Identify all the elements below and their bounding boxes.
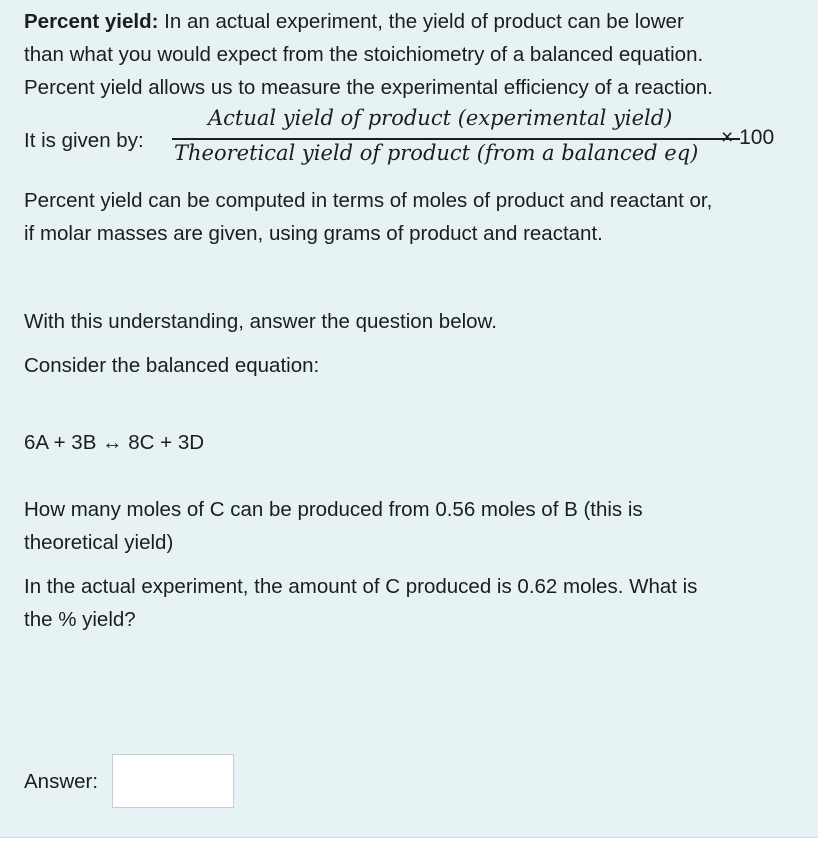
note-line-1: Percent yield can be computed in terms of moles of product and reactant or,: [24, 189, 713, 212]
formula-multiplier: × 100: [721, 126, 775, 149]
intro-line-1: [24, 5, 684, 38]
formula-numerator: Actual yield of product (experimental yield): [208, 106, 673, 130]
intro-line-2: than what you would expect from the stoichiometry of a balanced equation.: [24, 43, 704, 66]
answer-input[interactable]: [112, 754, 234, 808]
question-2-line-1: In the actual experiment, the amount of C produced is 0.62 moles. What is: [24, 575, 698, 598]
formula-label: It is given by:: [24, 129, 144, 152]
intro-title: Percent yield:: [24, 10, 159, 33]
instruction-understanding: With this understanding, answer the question below.: [24, 310, 497, 333]
instruction-consider: Consider the balanced equation:: [24, 354, 320, 377]
note-line-2: if molar masses are given, using grams of product and reactant.: [24, 222, 603, 245]
formula-denominator: Theoretical yield of product (from a balanced eq): [174, 141, 699, 165]
question-1-line-2: theoretical yield): [24, 531, 174, 554]
percent-yield-formula: [24, 104, 804, 176]
fraction-bar: [172, 138, 740, 140]
question-2-line-2: the % yield?: [24, 608, 136, 631]
intro-line-3: Percent yield allows us to measure the experimental efficiency of a reaction.: [24, 76, 714, 99]
balanced-equation: 6A + 3B ↔ 8C + 3D: [24, 431, 205, 454]
intro-line-1-text: In an actual experiment, the yield of product can be lower: [158, 10, 684, 33]
question-1-line-1: How many moles of C can be produced from 0.56 moles of B (this is: [24, 498, 643, 521]
answer-label: Answer:: [24, 770, 99, 793]
